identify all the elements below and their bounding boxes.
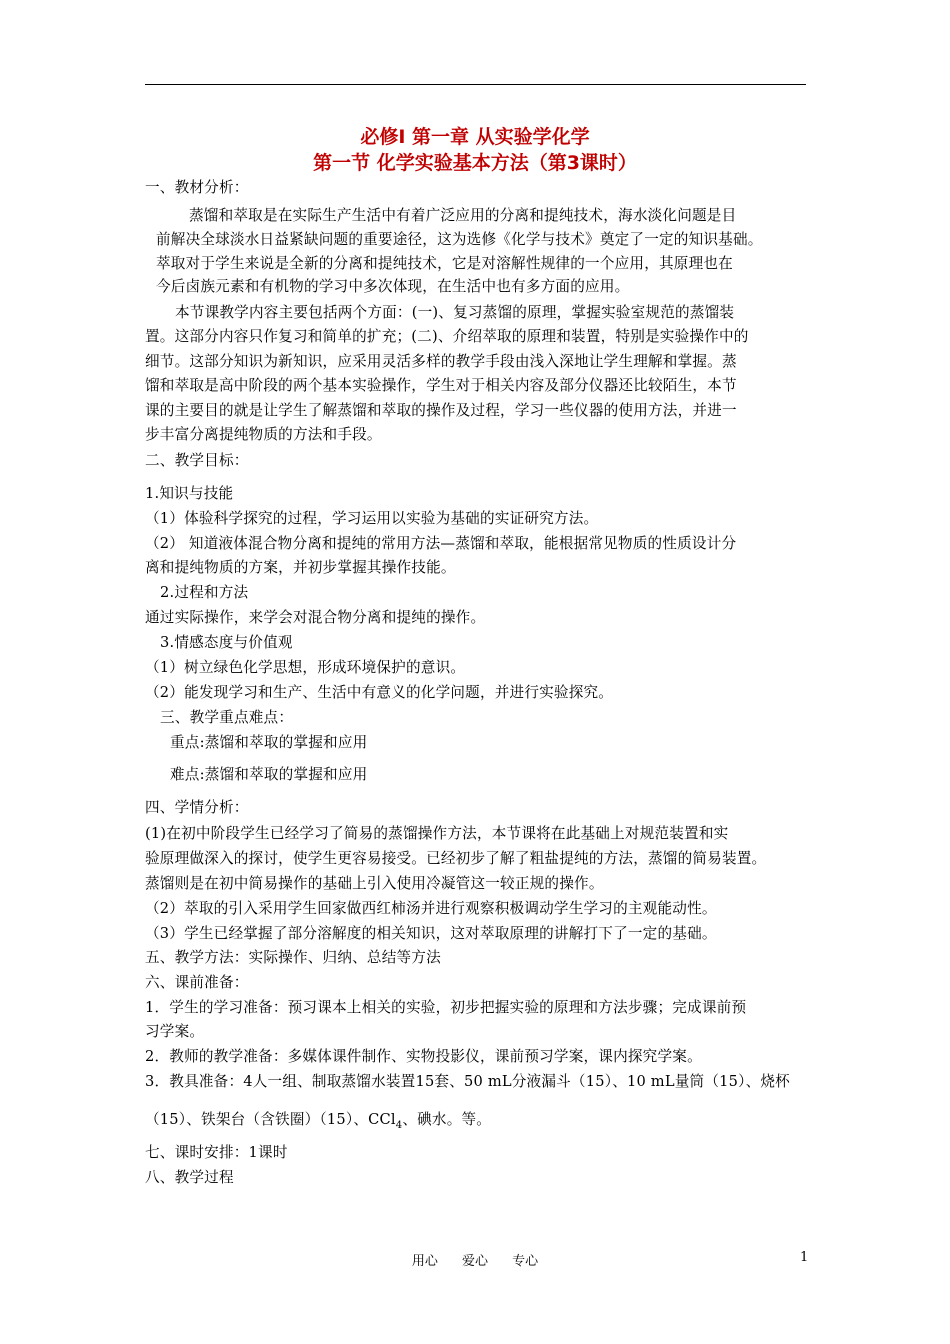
paragraph-line: 课的主要目的就是让学生了解蒸馏和萃取的操作及过程，学习一些仪器的使用方法，并进一 xyxy=(145,402,737,419)
paragraph-line: 蒸馏和萃取是在实际生产生活中有着广泛应用的分离和提纯技术，海水淡化问题是目 xyxy=(189,207,737,224)
objective-item: （2）能发现学习和生产、生活中有意义的化学问题，并进行实验探究。 xyxy=(145,684,614,701)
paragraph-line: 馏和萃取是高中阶段的两个基本实验操作，学生对于相关内容及部分仪器还比较陌生，本节 xyxy=(145,377,737,394)
analysis-line: 蒸馏则是在初中简易操作的基础上引入使用冷凝管这一较正规的操作。 xyxy=(145,875,604,892)
analysis-line: (1)在初中阶段学生已经学习了简易的蒸馏操作方法，本节课将在此基础上对规范装置和实 xyxy=(145,825,729,842)
title-section: 第一节 化学实验基本方法（第3课时） xyxy=(313,152,637,174)
preparation-item: 2．教师的教学准备：多媒体课件制作、实物投影仪，课前预习学案，课内探究学案。 xyxy=(145,1048,702,1065)
heading-class-hours: 七、课时安排：1课时 xyxy=(145,1144,288,1161)
heading-teaching-objectives: 二、教学目标： xyxy=(145,452,249,469)
heading-textbook-analysis: 一、教材分析： xyxy=(145,179,249,196)
paragraph-line: 萃取对于学生来说是全新的分离和提纯技术，它是对溶解性规律的一个应用，其原理也在 xyxy=(156,255,733,272)
paragraph-line: 细节。这部分知识为新知识，应采用灵活多样的教学手段由浅入深地让学生理解和掌握。蒸 xyxy=(145,353,737,370)
preparation-item-continued xyxy=(145,1110,491,1136)
paragraph-line: 今后卤族元素和有机物的学习中多次体现，在生活中也有多方面的应用。 xyxy=(156,278,630,295)
paragraph-line: 置。这部分内容只作复习和简单的扩充；(二)、介绍萃取的原理和装置，特别是实验操作中的 xyxy=(145,328,749,345)
heading-teaching-process: 八、教学过程 xyxy=(145,1169,234,1186)
objective-item: （1）树立绿色化学思想，形成环境保护的意识。 xyxy=(145,659,466,676)
subheading-knowledge-skills: 1.知识与技能 xyxy=(145,485,234,502)
objective-item: （2） 知道液体混合物分离和提纯的常用方法—蒸馏和萃取，能根据常见物质的性质设计分 xyxy=(145,535,737,552)
preparation-item: 1．学生的学习准备：预习课本上相关的实验，初步把握实验的原理和方法步骤；完成课前预 xyxy=(145,999,747,1016)
subheading-attitude-values: 3.情感态度与价值观 xyxy=(160,634,293,651)
heading-key-points: 三、教学重点难点： xyxy=(160,709,294,726)
page-footer: 用心 爱心 专心 xyxy=(411,1254,539,1269)
preparation-item: 3．教具准备：4人一组、制取蒸馏水装置15套、50 mL分液漏斗（15）、10 mL量筒（15）、烧杯 xyxy=(145,1073,790,1090)
key-point: 重点:蒸馏和萃取的掌握和应用 xyxy=(170,734,368,751)
preparation-item-continued: 习学案。 xyxy=(145,1023,205,1040)
objective-item-continued: 离和提纯物质的方案，并初步掌握其操作技能。 xyxy=(145,559,456,576)
analysis-line: （2）萃取的引入采用学生回家做西红柿汤并进行观察积极调动学生学习的主观能动性。 xyxy=(145,900,717,917)
equipment-text-end: 、碘水。等。 xyxy=(402,1111,492,1128)
paragraph-line: 前解决全球淡水日益紧缺问题的重要途径，这为选修《化学与技术》奠定了一定的知识基础。 xyxy=(156,231,763,248)
title-chapter: 必修Ⅰ 第一章 从实验学化学 xyxy=(360,126,590,148)
page-number: 1 xyxy=(800,1250,809,1265)
objective-item: （1）体验科学探究的过程，学习运用以实验为基础的实证研究方法。 xyxy=(145,510,599,527)
paragraph-line: 步丰富分离提纯物质的方法和手段。 xyxy=(145,426,382,443)
objective-item: 通过实际操作，来学会对混合物分离和提纯的操作。 xyxy=(145,609,486,626)
header-rule xyxy=(145,84,806,85)
subheading-process-method: 2.过程和方法 xyxy=(160,584,249,601)
equipment-text: （15）、铁架台（含铁圈）（15）、CCl xyxy=(145,1111,396,1128)
paragraph-line: 本节课教学内容主要包括两个方面：(一)、复习蒸馏的原理，掌握实验室规范的蒸馏装 xyxy=(175,304,735,321)
heading-preparation: 六、课前准备： xyxy=(145,974,249,991)
heading-teaching-methods: 五、教学方法：实际操作、归纳、总结等方法 xyxy=(145,949,441,966)
analysis-line: 验原理做深入的探讨，使学生更容易接受。已经初步了解了粗盐提纯的方法，蒸馏的简易装置。 xyxy=(145,850,767,867)
heading-student-analysis: 四、学情分析： xyxy=(145,799,249,816)
analysis-line: （3）学生已经掌握了部分溶解度的相关知识，这对萃取原理的讲解打下了一定的基础。 xyxy=(145,925,717,942)
ccl4-subscript: 4 xyxy=(395,1119,403,1131)
difficult-point: 难点:蒸馏和萃取的掌握和应用 xyxy=(170,766,368,783)
